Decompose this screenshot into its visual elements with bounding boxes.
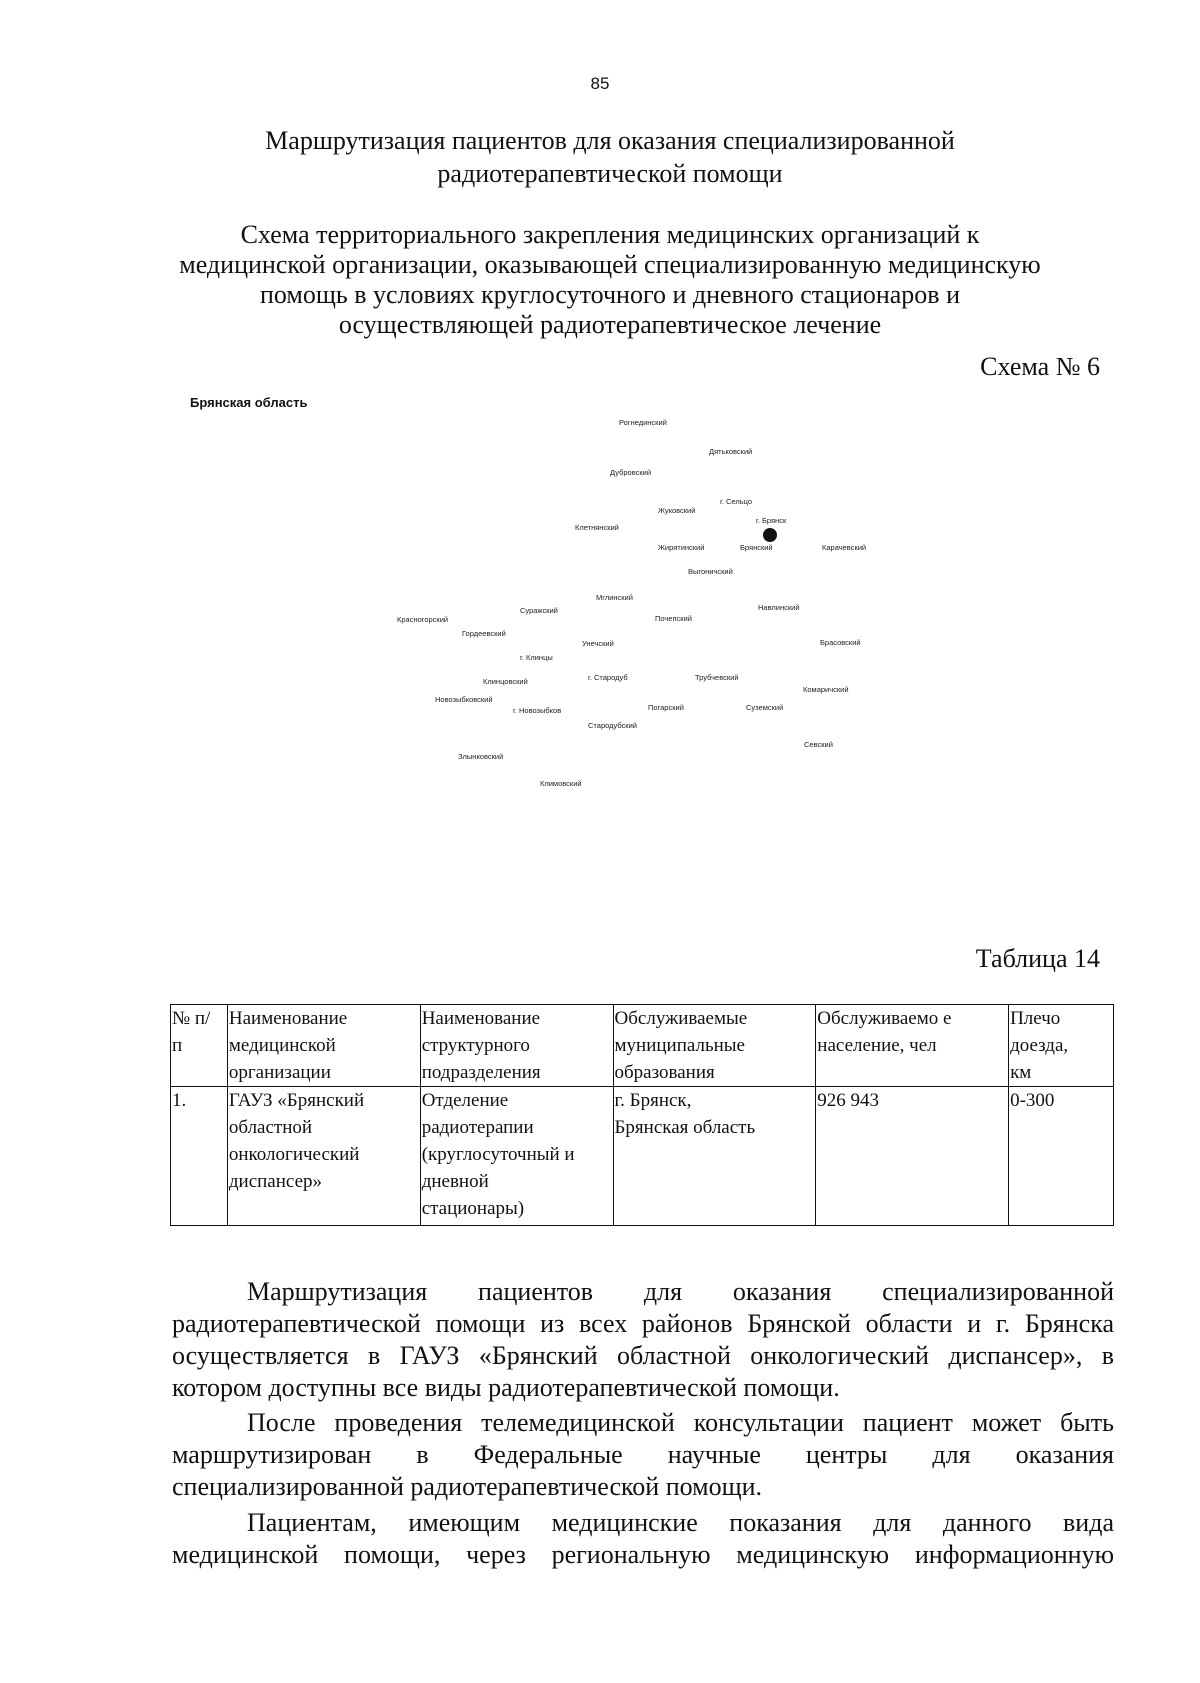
district-label: г. Новозыбков — [513, 706, 562, 715]
district-label: Рогнединский — [619, 418, 667, 427]
district-label: Жирятинский — [658, 543, 705, 552]
scheme-caption — [150, 220, 1070, 340]
district-label: Брянский — [740, 543, 773, 552]
district-label: Брасовский — [820, 638, 861, 647]
bryansk-center-marker — [763, 528, 777, 542]
district-label: Выгоничский — [688, 567, 733, 576]
district-label: Суражский — [520, 606, 558, 615]
table-number-label: Таблица 14 — [975, 944, 1100, 973]
cell-areas: г. Брянск, Брянская область — [613, 1087, 816, 1226]
district-label: Мглинский — [596, 593, 633, 602]
district-label: Унечский — [582, 639, 614, 648]
district-label: Суземский — [746, 703, 784, 712]
district-label: Клинцовский — [483, 677, 528, 686]
table-header-row — [171, 1005, 1114, 1087]
district-label: Почепский — [655, 614, 692, 623]
district-label: Карачевский — [822, 543, 867, 552]
district-label: Климовский — [540, 779, 582, 788]
district-label: Дубровский — [610, 468, 652, 477]
district-label: Красногорский — [397, 615, 449, 624]
header-unit: Наименование структурного подразделения — [420, 1005, 613, 1087]
district-label: Новозыбковский — [435, 695, 493, 704]
page-title-line: радиотерапевтической помощи — [437, 159, 783, 188]
page-title — [160, 124, 1060, 190]
district-label: Погарский — [648, 703, 684, 712]
header-distance: Плечо доезда, км — [1009, 1005, 1114, 1087]
district-label: г. Брянск — [756, 516, 787, 525]
region-map — [190, 395, 950, 875]
routing-table — [170, 1004, 1114, 1226]
cell-number: 1. — [171, 1087, 228, 1226]
cell-unit: Отделение радиотерапии (круглосуточный и дневной стационары) — [420, 1087, 613, 1226]
district-label: Злынковский — [458, 752, 504, 761]
page-number: 85 — [590, 74, 610, 93]
body-paragraph: Пациентам, имеющим медицинские показания для данного вида медицинской помощи, через региональную медицинскую информационную — [172, 1508, 1114, 1569]
district-label: Клетнянский — [575, 523, 619, 532]
district-label: Комаричский — [803, 685, 849, 694]
header-population: Обслуживаемо е население, чел — [816, 1005, 1009, 1087]
scheme-caption-line: медицинской организации, оказывающей специализированную медицинскую — [179, 250, 1041, 279]
district-label: г. Стародуб — [588, 673, 628, 682]
page-title-line: Маршрутизация пациентов для оказания специализированной — [265, 126, 955, 155]
district-label: Гордеевский — [462, 629, 506, 638]
cell-population: 926 943 — [816, 1087, 1009, 1226]
body-paragraph: После проведения телемедицинской консультации пациент может быть маршрутизирован в Федеральные научные центры для оказания специализированной радиотерапевтической помощи. — [172, 1408, 1114, 1501]
district-label: г. Сельцо — [720, 497, 752, 506]
district-label: Трубчевский — [695, 673, 739, 682]
district-label: Дятьковский — [709, 447, 753, 456]
scheme-caption-line: Схема территориального закрепления медицинских организаций к — [240, 220, 980, 249]
header-areas: Обслуживаемые муниципальные образования — [613, 1005, 816, 1087]
district-label: г. Клинцы — [520, 653, 553, 662]
map-title: Брянская область — [190, 395, 308, 410]
body-paragraph: Маршрутизация пациентов для оказания специализированной радиотерапевтической помощи из всех районов Брянской области и г. Брянска осуществляется в ГАУЗ «Брянский областной онкологический диспансер», в котором доступны все виды радиотерапевтической помощи. — [172, 1277, 1114, 1402]
district-label: Севский — [804, 740, 833, 749]
scheme-caption-line: осуществляющей радиотерапевтическое лечение — [338, 310, 882, 339]
scheme-caption-line: помощь в условиях круглосуточного и дневного стационаров и — [259, 280, 961, 309]
cell-distance: 0-300 — [1009, 1087, 1114, 1226]
cell-organization: ГАУЗ «Брянский областной онкологический диспансер» — [227, 1087, 420, 1226]
scheme-number-label: Схема № 6 — [980, 352, 1100, 381]
district-label: Жуковский — [658, 506, 696, 515]
table-row — [171, 1087, 1114, 1226]
header-organization: Наименование медицинской организации — [227, 1005, 420, 1087]
district-label: Стародубский — [588, 721, 637, 730]
header-number: № п/ п — [171, 1005, 228, 1087]
district-label: Навлинский — [758, 603, 800, 612]
